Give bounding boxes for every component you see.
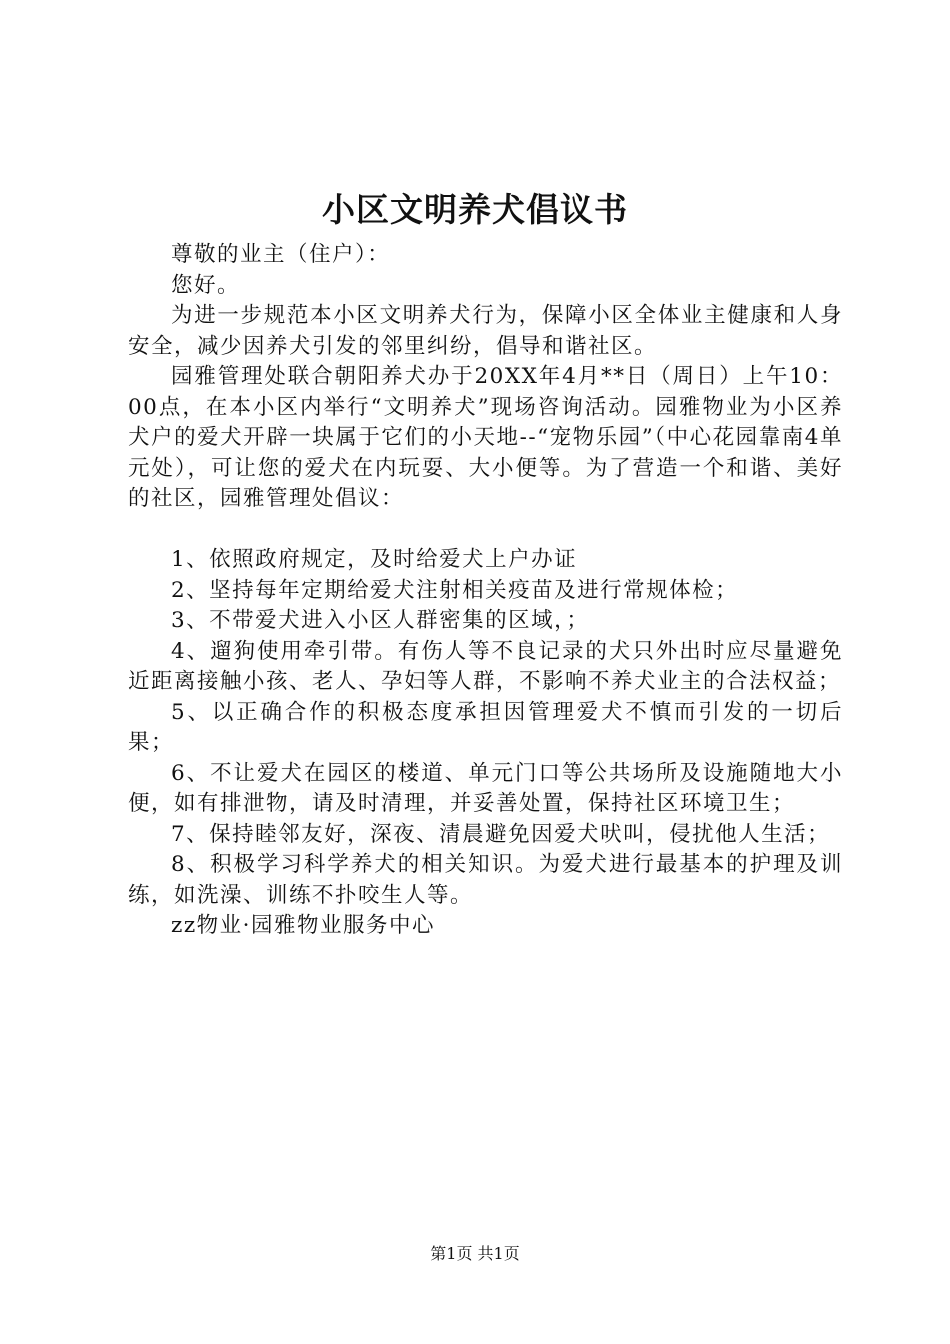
proposal-item: 6、不让爱犬在园区的楼道、单元门口等公共场所及设施随地大小便，如有排泄物，请及时清理，并妥善处置，保持社区环境卫生； [128, 760, 843, 816]
document-body [128, 240, 843, 942]
signature: zz物业·园雅物业服务中心 [171, 913, 435, 938]
proposal-item: 7、保持睦邻友好，深夜、清晨避免因爱犬吠叫，侵扰他人生活； [171, 821, 831, 847]
proposal-item: 1、依照政府规定，及时给爱犬上户办证 [171, 547, 578, 572]
proposal-item: 2、坚持每年定期给爱犬注射相关疫苗及进行常规体检； [171, 577, 739, 603]
proposal-item: 3、不带爱犬进入小区人群密集的区域，； [171, 608, 590, 633]
salutation: 尊敬的业主（住户）： [171, 242, 391, 267]
paragraph-intro: 为进一步规范本小区文明养犬行为，保障小区全体业主健康和人身安全，减少因养犬引发的邻里纠纷，倡导和谐社区。 [128, 303, 843, 359]
page-number: 第1页 共1页 [430, 1244, 520, 1263]
paragraph-event: 园雅管理处联合朝阳养犬办于20XX年4月**日（周日）上午10：00点，在本小区内举行“文明养犬”现场咨询活动。园雅物业为小区养犬户的爱犬开辟一块属于它们的小天地--“宠物乐园”（中心花园靠南4单元处），可让您的爱犬在内玩耍、大小便等。为了营造一个和谐、美好的社区，园雅管理处倡议： [128, 364, 843, 511]
document-title: 小区文明养犬倡议书 [322, 190, 628, 229]
proposal-item: 5、以正确合作的积极态度承担因管理爱犬不慎而引发的一切后果； [128, 699, 843, 755]
proposal-item: 4、遛狗使用牵引带。有伤人等不良记录的犬只外出时应尽量避免近距离接触小孩、老人、孕妇等人群，不影响不养犬业主的合法权益； [128, 638, 843, 694]
greeting: 您好。 [171, 272, 241, 298]
proposal-item: 8、积极学习科学养犬的相关知识。为爱犬进行最基本的护理及训练，如洗澡、训练不扑咬生人等。 [128, 852, 843, 908]
paragraph-spacer [128, 515, 843, 546]
